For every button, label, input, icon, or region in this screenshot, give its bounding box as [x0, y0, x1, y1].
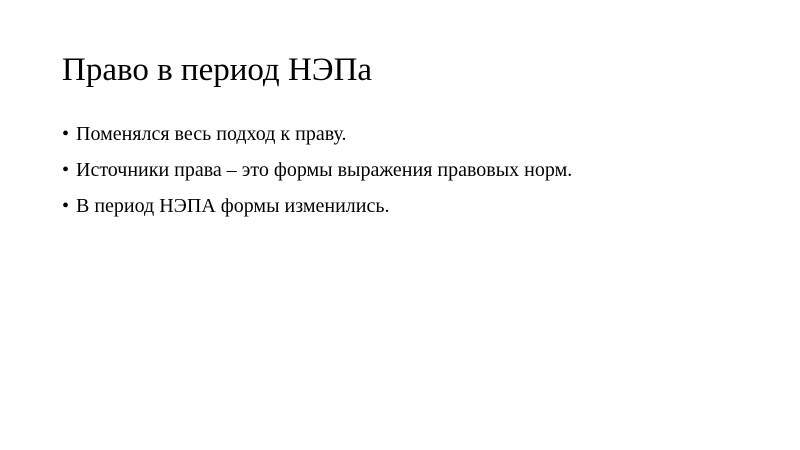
bullet-icon: •: [62, 159, 70, 181]
bullet-text: Поменялся весь подход к праву.: [76, 123, 347, 145]
bullet-item: [62, 156, 572, 184]
bullet-item: [62, 192, 572, 220]
slide-title: Право в период НЭПа: [62, 52, 373, 88]
bullet-text: В период НЭПА формы изменились.: [76, 195, 390, 217]
bullet-list: [62, 120, 572, 228]
bullet-icon: •: [62, 123, 70, 145]
bullet-icon: •: [62, 195, 70, 217]
bullet-item: [62, 120, 572, 148]
bullet-text: Источники права – это формы выражения правовых норм.: [76, 159, 573, 181]
